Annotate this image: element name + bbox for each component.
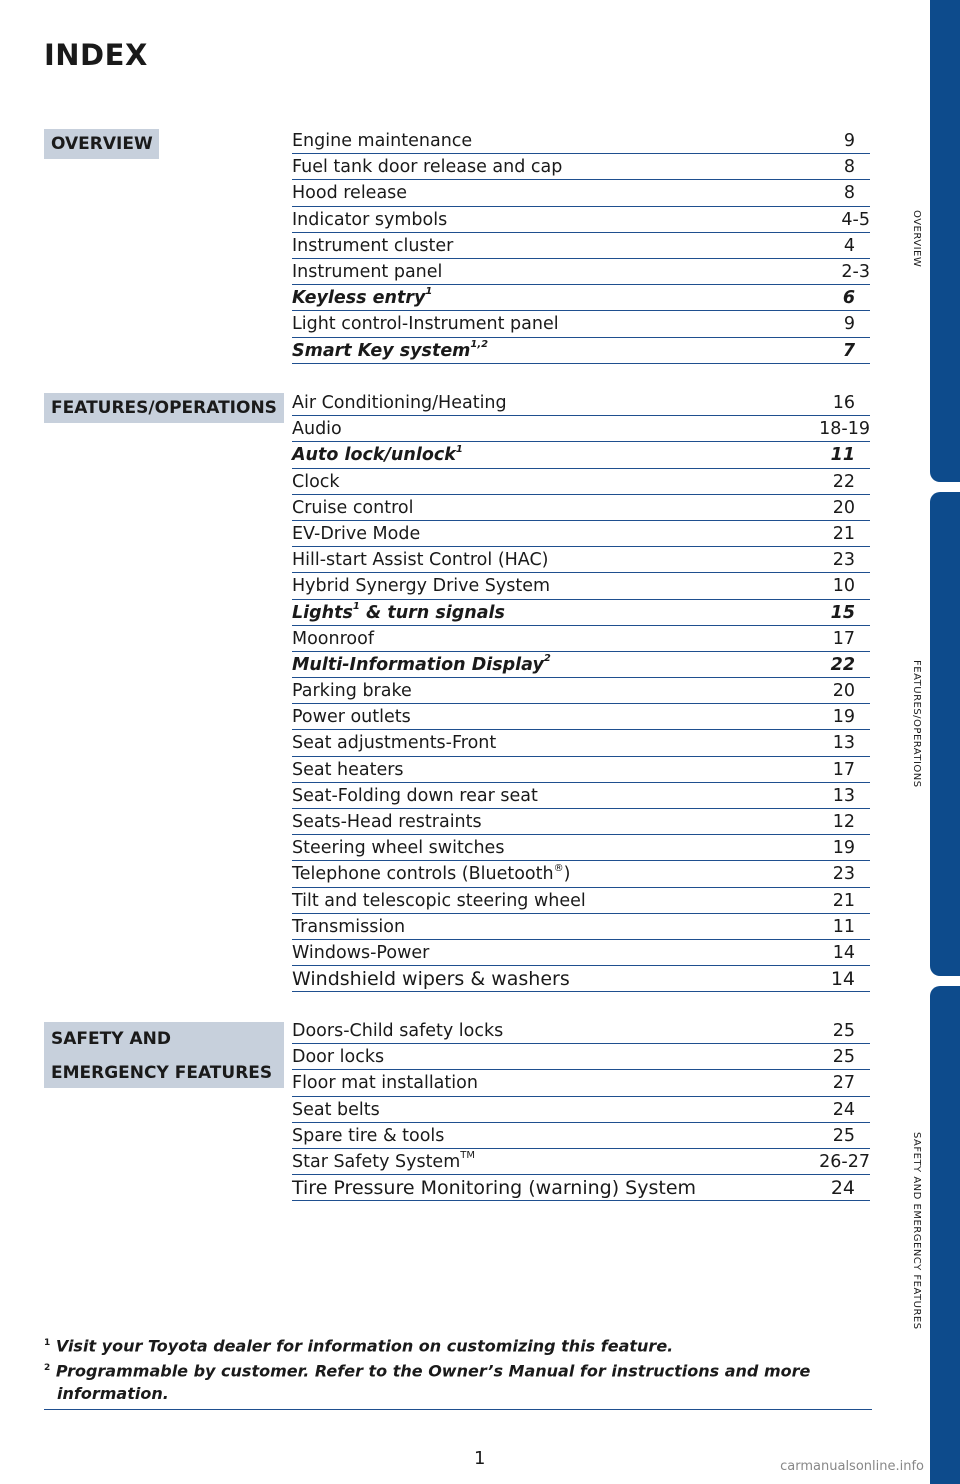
entry-page: 9 <box>843 314 855 335</box>
entry-label <box>292 442 463 468</box>
index-entry <box>292 390 870 416</box>
safety-entries <box>292 1018 870 1201</box>
index-entry <box>292 914 870 940</box>
entry-label <box>292 940 429 966</box>
entry-label <box>292 128 472 154</box>
footnote-2 <box>44 1357 872 1404</box>
section-label-line: SAFETY AND <box>51 1029 171 1049</box>
index-entry <box>292 547 870 573</box>
side-tab-safety[interactable] <box>930 986 960 1484</box>
index-entry <box>292 730 870 756</box>
entry-page: 23 <box>832 864 855 885</box>
entry-label-text: Transmission <box>292 916 406 937</box>
entry-superscript: TM <box>460 1150 475 1162</box>
features-entries <box>292 390 870 992</box>
entry-superscript: 1 <box>425 286 433 298</box>
index-entry <box>292 573 870 599</box>
index-entry <box>292 940 870 966</box>
overview-entries <box>292 128 870 364</box>
footnote-text: Programmable by customer. Refer to the Owner’s Manual for instructions and more information. <box>55 1361 811 1403</box>
section-label-line: OVERVIEW <box>51 134 153 154</box>
entry-label-text: Engine maintenance <box>292 131 473 151</box>
entry-page: 20 <box>832 681 855 702</box>
section-label-safety <box>44 1022 284 1088</box>
entry-label-text: Seat adjustments-Front <box>292 733 497 754</box>
entry-label <box>292 207 447 233</box>
entry-label <box>292 469 340 495</box>
entry-label <box>292 757 404 783</box>
entry-label <box>292 416 342 442</box>
entry-label <box>292 1044 384 1070</box>
entry-label-text: Tilt and telescopic steering wheel <box>292 890 586 911</box>
entry-page: 16 <box>832 393 855 413</box>
entry-page: 12 <box>832 812 855 832</box>
entry-page: 10 <box>832 576 855 597</box>
entry-label-text: Spare tire & tools <box>292 1125 445 1146</box>
side-tab-label-features: FEATURES/OPERATIONS <box>911 660 922 788</box>
entry-label <box>292 809 482 835</box>
footnote-text: Visit your Toyota dealer for information on customizing this feature. <box>55 1336 674 1356</box>
footnote-mark: 2 <box>44 1363 51 1374</box>
entry-label <box>292 259 442 285</box>
entry-label <box>292 1097 380 1123</box>
entry-label <box>292 704 411 730</box>
section-label-line: FEATURES/OPERATIONS <box>51 398 277 418</box>
entry-label <box>292 311 559 337</box>
entry-page: 8 <box>843 157 855 178</box>
watermark: carmanualsonline.info <box>780 1459 924 1474</box>
entry-page: 7 <box>842 340 855 361</box>
entry-label-text: Keyless entry <box>292 288 426 309</box>
index-entry <box>292 783 870 809</box>
entry-label-text: Doors-Child safety locks <box>292 1021 504 1041</box>
index-entry <box>292 1123 870 1149</box>
entry-page: 27 <box>832 1073 855 1094</box>
entry-label-text: Light control-Instrument panel <box>292 314 559 335</box>
entry-label <box>292 285 432 311</box>
footnote-1 <box>44 1332 872 1357</box>
entry-label-text: Moonroof <box>292 628 374 649</box>
entry-page: 15 <box>830 602 855 623</box>
entry-page: 11 <box>832 916 855 937</box>
index-entry <box>292 128 870 154</box>
index-entry <box>292 180 870 206</box>
entry-label-text: Tire Pressure Monitoring (warning) System <box>292 1177 697 1200</box>
entry-label <box>292 233 453 259</box>
entry-superscript: ® <box>553 862 564 874</box>
index-entry <box>292 1149 870 1175</box>
entry-superscript: 1 <box>455 443 463 455</box>
entry-page: 14 <box>830 968 855 991</box>
entry-page: 9 <box>843 131 855 151</box>
entry-label-suffix: & turn signals <box>359 602 505 623</box>
entry-label-text: Instrument panel <box>292 261 443 282</box>
entry-label-text: Audio <box>292 419 342 440</box>
entry-label <box>292 1070 478 1096</box>
entry-page: 25 <box>832 1125 855 1146</box>
side-tab-overview[interactable] <box>930 0 960 482</box>
entry-page: 22 <box>832 471 855 492</box>
entry-label <box>292 678 412 704</box>
index-entry <box>292 678 870 704</box>
section-label-features <box>44 393 284 423</box>
footnote-mark: 1 <box>44 1338 51 1348</box>
index-entry <box>292 495 870 521</box>
index-entry <box>292 1044 870 1070</box>
index-entry <box>292 338 870 364</box>
side-tab-label-safety: SAFETY AND EMERGENCY FEATURES <box>911 1132 922 1330</box>
entry-label <box>292 573 550 599</box>
index-entry <box>292 835 870 861</box>
entry-label <box>292 154 562 180</box>
entry-label-text: Hood release <box>292 183 408 204</box>
entry-label-text: Fuel tank door release and cap <box>292 157 563 178</box>
entry-label <box>292 1123 444 1149</box>
entry-page: 17 <box>832 759 855 780</box>
index-entry <box>292 285 870 311</box>
entry-label <box>292 521 420 547</box>
entry-label <box>292 1149 475 1175</box>
entry-label-text: Seats-Head restraints <box>292 812 482 832</box>
section-label-line: EMERGENCY FEATURES <box>51 1063 273 1083</box>
entry-page: 24 <box>832 1099 855 1120</box>
entry-label <box>292 914 405 940</box>
entry-label-text: Instrument cluster <box>292 235 454 256</box>
entry-label <box>292 966 570 992</box>
entry-page: 8 <box>843 183 855 204</box>
entry-label <box>292 600 505 626</box>
index-entry <box>292 416 870 442</box>
entry-page: 25 <box>832 1021 855 1041</box>
entry-page: 23 <box>832 550 855 571</box>
entry-label <box>292 1018 503 1044</box>
entry-page: 13 <box>832 733 855 754</box>
entry-page: 21 <box>832 523 855 544</box>
entry-page: 13 <box>832 785 855 806</box>
index-entry <box>292 442 870 468</box>
entry-superscript: 2 <box>543 653 551 665</box>
entry-label <box>292 783 538 809</box>
entry-page: 11 <box>830 445 855 466</box>
index-entry <box>292 888 870 914</box>
index-entry <box>292 311 870 337</box>
entry-label <box>292 652 551 678</box>
index-entry <box>292 704 870 730</box>
entry-label-text: Seat heaters <box>292 759 404 780</box>
entry-page: 6 <box>842 288 855 309</box>
entry-label-text: Floor mat installation <box>292 1073 478 1094</box>
entry-page: 20 <box>832 497 855 518</box>
index-entry <box>292 154 870 180</box>
entry-page: 25 <box>832 1047 855 1068</box>
entry-superscript: 1 <box>352 600 360 612</box>
entry-label-text: Windshield wipers & washers <box>292 968 570 991</box>
page-number: 1 <box>474 1448 486 1469</box>
entry-label <box>292 338 488 364</box>
entry-label-text: Clock <box>292 471 340 492</box>
entry-label-text: Star Safety System <box>292 1151 461 1172</box>
entry-label-text: EV-Drive Mode <box>292 523 421 544</box>
entry-label-text: Windows-Power <box>292 942 430 963</box>
index-entry <box>292 626 870 652</box>
entry-label-text: Air Conditioning/Heating <box>292 393 507 413</box>
entry-page: 18-19 <box>819 419 870 440</box>
entry-label <box>292 626 374 652</box>
entry-superscript: 1,2 <box>470 338 489 350</box>
entry-label-text: Smart Key system <box>292 340 471 361</box>
entry-label-text: Auto lock/unlock <box>292 445 456 466</box>
entry-label-text: Hill-start Assist Control (HAC) <box>292 550 549 571</box>
entry-label <box>292 1175 696 1201</box>
footnotes <box>44 1332 872 1410</box>
index-entry <box>292 1175 870 1201</box>
side-tab-features[interactable] <box>930 492 960 976</box>
entry-page: 14 <box>832 942 855 963</box>
entry-page: 26-27 <box>819 1151 870 1172</box>
entry-page: 19 <box>832 707 855 728</box>
entry-label <box>292 547 549 573</box>
index-entry <box>292 757 870 783</box>
entry-page: 22 <box>830 654 855 675</box>
entry-label-text: Door locks <box>292 1047 385 1068</box>
index-entry <box>292 861 870 887</box>
entry-label-text: Cruise control <box>292 497 414 518</box>
entry-label-text: Seat belts <box>292 1099 380 1120</box>
entry-label-text: Lights <box>292 602 353 623</box>
entry-page: 19 <box>832 838 855 859</box>
entry-label-text: Hybrid Synergy Drive System <box>292 576 551 597</box>
entry-label-suffix: ) <box>563 864 571 885</box>
entry-label <box>292 888 586 914</box>
side-tab-label-overview: OVERVIEW <box>911 210 922 268</box>
index-entry <box>292 1097 870 1123</box>
entry-page: 2-3 <box>841 261 870 282</box>
index-entry <box>292 1018 870 1044</box>
entry-label-text: Indicator symbols <box>292 209 448 230</box>
entry-label-text: Steering wheel switches <box>292 838 505 859</box>
entry-label-text: Parking brake <box>292 681 412 702</box>
index-entry <box>292 600 870 626</box>
entry-label-text: Telephone controls (Bluetooth <box>292 864 554 885</box>
section-label-overview <box>44 129 159 159</box>
entry-page: 24 <box>830 1177 855 1200</box>
index-entry <box>292 809 870 835</box>
index-entry <box>292 233 870 259</box>
entry-page: 4-5 <box>841 209 870 230</box>
entry-label-text: Multi-Information Display <box>292 654 544 675</box>
index-entry <box>292 652 870 678</box>
index-entry <box>292 469 870 495</box>
page-title: INDEX <box>44 38 148 72</box>
entry-label <box>292 390 507 416</box>
entry-label <box>292 835 504 861</box>
entry-label-text: Power outlets <box>292 707 411 728</box>
entry-page: 17 <box>832 628 855 649</box>
index-entry <box>292 521 870 547</box>
entry-label-text: Seat-Folding down rear seat <box>292 785 538 806</box>
entry-label <box>292 180 407 206</box>
index-entry <box>292 259 870 285</box>
entry-label <box>292 730 496 756</box>
entry-label <box>292 861 570 887</box>
index-entry <box>292 207 870 233</box>
entry-page: 4 <box>843 235 855 256</box>
index-entry <box>292 966 870 992</box>
entry-page: 21 <box>832 890 855 911</box>
entry-label <box>292 495 413 521</box>
index-entry <box>292 1070 870 1096</box>
